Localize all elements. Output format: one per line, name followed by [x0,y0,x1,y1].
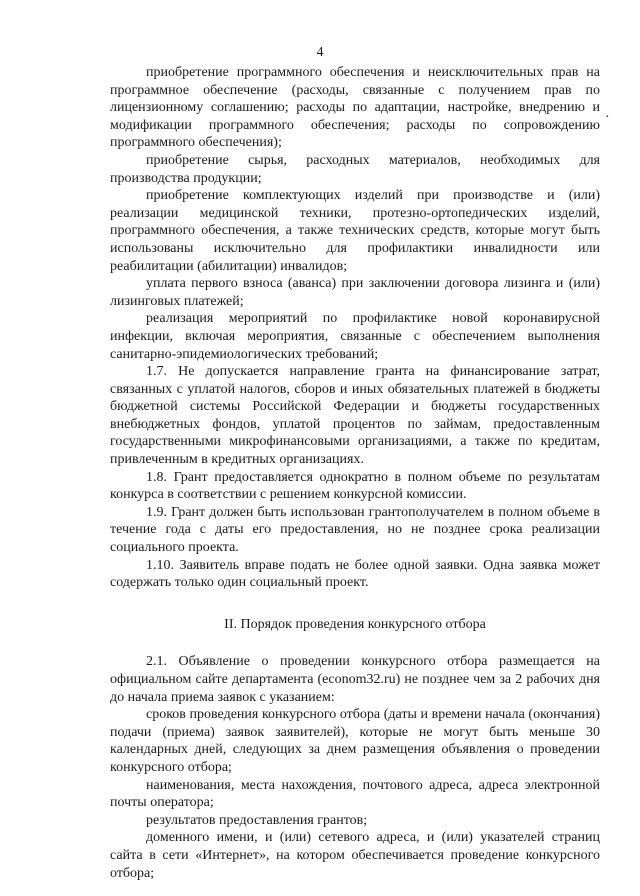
paragraph: приобретение комплектующих изделий при производстве и (или) реализации медицинской техники, протезно-ортопедических изделий, программного обеспечения, а также технических средств, которые могут быть использованы исключительно для профилактики инвалидности или реабилитации (абилитации) инвалидов; [110,188,600,274]
paragraph: доменного имени, и (или) сетевого адреса, и (или) указателей страниц сайта в сети «Интернет», на котором обеспечивается проведение конкурсного отбора; [110,830,600,881]
paragraph: реализация мероприятий по профилактике новой коронавирусной инфекции, включая мероприятия, связанные с обеспечением выполнения санитарно-эпидемиологических требований; [110,311,600,362]
section-title: II. Порядок проведения конкурсного отбора [224,616,486,632]
paragraph-2-1: 2.1. Объявление о проведении конкурсного отбора размещается на официальном сайте департамента (econom32.ru) не позднее чем за 2 рабочих дня до начала приема заявок с указанием: [110,654,600,705]
paragraph: приобретение программного обеспечения и неисключительных прав на программное обеспечение (расходы, связанные с получением прав по лицензионному соглашению; расходы по адаптации, настройке, внедрению и модификации программного обеспечения; расходы по сопровождению программного обеспечения); [110,65,600,151]
paragraph: сроков проведения конкурсного отбора (даты и времени начала (окончания) подачи (приема) заявок заявителей), которые не могут быть меньше 30 календарных дней, следующих за днем размещения объявления о проведении конкурсного отбора; [110,707,600,775]
paragraph: приобретение сырья, расходных материалов, необходимых для производства продукции; [110,152,600,186]
paragraph-1-10: 1.10. Заявитель вправе подать не более одной заявки. Одна заявка может содержать только один социальный проект. [110,557,600,591]
paragraph: результатов предоставления грантов; [146,812,368,828]
paragraph-1-7: 1.7. Не допускается направление гранта на финансирование затрат, связанных с уплатой налогов, сборов и иных обязательных платежей в бюджеты бюджетной системы Российской Федерации и бюджеты государственных внебюджетных фондов, уплатой процентов по займам, предоставленным государственными микрофинансовыми организациями, а также по кредитам, привлеченным в кредитных организациях. [110,364,600,468]
paragraph-1-9: 1.9. Грант должен быть использован грантополучателем в полном объеме в течение года с даты его предоставления, но не позднее срока реализации социального проекта. [110,504,600,556]
page-number: 4 [316,45,324,60]
document-body [110,64,600,882]
paragraph: наименования, места нахождения, почтового адреса, адреса электронной почты оператора; [110,777,600,811]
paragraph: уплата первого взноса (аванса) при заключении договора лизинга и (или) лизинговых платежей; [110,276,600,309]
paragraph-1-8: 1.8. Грант предоставляется однократно в полном объеме по результатам конкурса в соответствии с решением конкурсной комиссии. [110,469,600,503]
margin-mark: · [605,110,610,125]
